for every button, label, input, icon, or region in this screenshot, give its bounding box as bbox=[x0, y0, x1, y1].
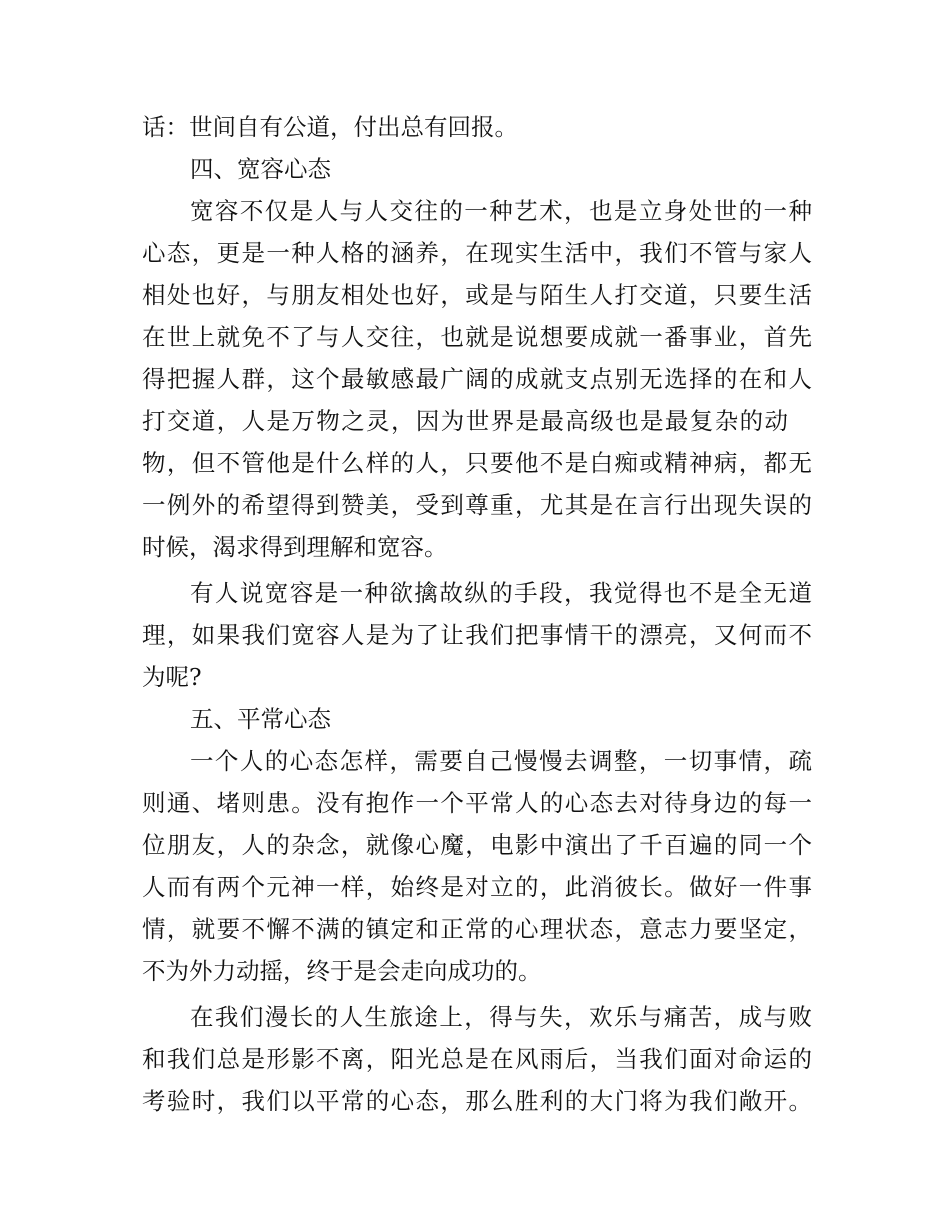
text-line: 得把握人群，这个最敏感最广阔的成就支点别无选择的在和人 bbox=[142, 365, 812, 393]
text-line: 相处也好，与朋友相处也好，或是与陌生人打交道，只要生活 bbox=[142, 281, 812, 309]
text-line: 一例外的希望得到赞美，受到尊重，尤其是在言行出现失误的 bbox=[142, 491, 812, 519]
text-line: 时候，渴求得到理解和宽容。 bbox=[142, 533, 448, 561]
text-line: 有人说宽容是一种欲擒故纵的手段，我觉得也不是全无道 bbox=[190, 579, 812, 607]
text-line: 在我们漫长的人生旅途上，得与失，欢乐与痛苦，成与败 bbox=[190, 1003, 812, 1031]
text-line: 物，但不管他是什么样的人，只要他不是白痴或精神病，都无 bbox=[142, 449, 812, 477]
text-line: 宽容不仅是人与人交往的一种艺术，也是立身处世的一种 bbox=[190, 197, 812, 225]
text-line: 和我们总是形影不离，阳光总是在风雨后，当我们面对命运的 bbox=[142, 1045, 812, 1073]
text-line: 一个人的心态怎样，需要自己慢慢去调整，一切事情，疏 bbox=[190, 747, 812, 775]
text-line: 情，就要不懈不满的镇定和正常的心理状态，意志力要坚定， bbox=[142, 915, 812, 943]
text-line: 理，如果我们宽容人是为了让我们把事情干的漂亮，又何而不 bbox=[142, 621, 812, 649]
text-line: 考验时，我们以平常的心态，那么胜利的大门将为我们敞开。 bbox=[142, 1087, 812, 1115]
text-line: 人而有两个元神一样，始终是对立的，此消彼长。做好一件事 bbox=[142, 873, 812, 901]
section-heading: 四、宽容心态 bbox=[190, 155, 331, 183]
text-line: 打交道，人是万物之灵，因为世界是最高级也是最复杂的动 bbox=[142, 407, 788, 435]
text-line: 则通、堵则患。没有抱作一个平常人的心态去对待身边的每一 bbox=[142, 789, 812, 817]
text-line: 位朋友，人的杂念，就像心魔，电影中演出了千百遍的同一个 bbox=[142, 831, 812, 859]
text-line: 为呢? bbox=[142, 663, 202, 691]
text-line: 在世上就免不了与人交往，也就是说想要成就一番事业，首先 bbox=[142, 323, 812, 351]
text-line: 话：世间自有公道，付出总有回报。 bbox=[142, 113, 518, 141]
text-line: 心态，更是一种人格的涵养，在现实生活中，我们不管与家人 bbox=[142, 239, 812, 267]
text-line: 不为外力动摇，终于是会走向成功的。 bbox=[142, 957, 542, 985]
section-heading: 五、平常心态 bbox=[190, 705, 331, 733]
